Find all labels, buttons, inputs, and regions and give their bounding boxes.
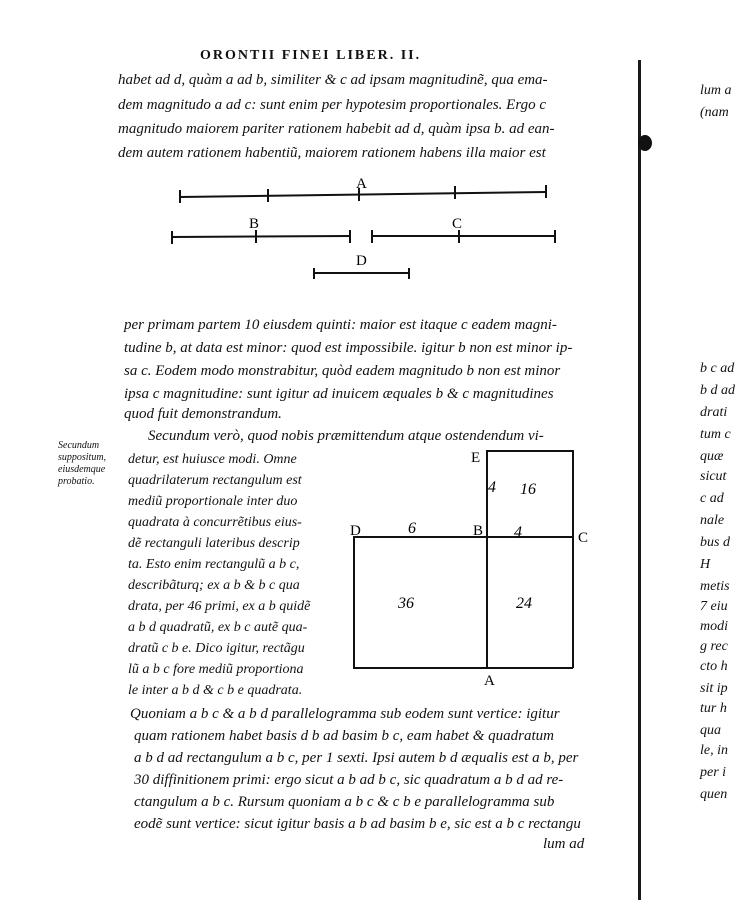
value-6: 6 bbox=[408, 520, 416, 537]
value-24: 24 bbox=[516, 595, 532, 612]
text-line: dem magnitudo a ad c: sunt enim per hypotesim proportionales. Ergo c bbox=[118, 97, 547, 113]
text-line: ipsa c magnitudine: sunt igitur ad inuicem æquales b & c magnitudines bbox=[124, 386, 554, 402]
right-page-fragment: sicut bbox=[700, 469, 727, 484]
right-page-fragment: quæ bbox=[700, 449, 724, 464]
text-line: mediũ proportionale inter duo bbox=[128, 494, 298, 509]
label-d: D bbox=[356, 253, 367, 269]
text-line: quod fuit demonstrandum. bbox=[124, 406, 282, 422]
right-page-fragment: b d ad bbox=[700, 383, 735, 398]
text-line: lum ad bbox=[543, 836, 585, 852]
text-line: a b d quadratũ, ex b c autẽ qua- bbox=[128, 620, 308, 635]
right-page-fragment: tur h bbox=[700, 701, 727, 716]
margin-note-line: probatio. bbox=[58, 476, 95, 487]
text-line: magnitudo maiorem pariter rationem habebit ad d, quàm ipsa b. ad ean- bbox=[118, 121, 555, 137]
text-line: quam rationem habet basis d b ad basim b c, eam habet & quadratum bbox=[134, 728, 554, 744]
text-line: sa c. Eodem modo monstrabitur, quòd eadem magnitudo b non est minor bbox=[124, 363, 561, 379]
figure-squares bbox=[354, 451, 573, 668]
text-line: habet ad d, quàm a ad b, similiter & c ad ipsam magnitudinẽ, qua ema- bbox=[118, 72, 548, 88]
right-page-fragment: quen bbox=[700, 787, 728, 802]
right-page-fragment: modi bbox=[700, 619, 728, 634]
text-line: Secundum verò, quod nobis præmittendum atque ostendendum vi- bbox=[148, 428, 544, 444]
text-line: tudine b, at data est minor: quod est impossibile. igitur b non est minor ip- bbox=[124, 340, 573, 356]
right-page-fragment: cto h bbox=[700, 659, 728, 674]
text-line: ta. Esto enim rectangulũ a b c, bbox=[128, 557, 300, 572]
running-header: ORONTII FINEI LIBER. II. bbox=[200, 48, 422, 63]
right-page-fragment: sit ip bbox=[700, 681, 728, 696]
text-line: quadrilaterum rectangulum est bbox=[128, 473, 302, 488]
margin-note-line: Secundum bbox=[58, 440, 100, 451]
text-line: drata, per 46 primi, ex a b quidẽ bbox=[128, 599, 311, 614]
text-line: describãturq; ex a b & b c qua bbox=[128, 578, 300, 593]
right-page-fragment: g rec bbox=[700, 639, 728, 654]
point-a: A bbox=[484, 673, 495, 689]
right-page-fragment: b c ad bbox=[700, 361, 735, 376]
text-line: 30 diffinitionem primi: ergo sicut a b ad b c, sic quadratum a b d ad re- bbox=[134, 772, 564, 788]
right-page-fragment: 7 eiu bbox=[700, 599, 728, 614]
right-page-fragment: lum a bbox=[700, 83, 732, 98]
page-gutter bbox=[638, 60, 641, 900]
text-line: lũ a b c fore mediũ proportiona bbox=[128, 662, 304, 677]
segment-b bbox=[172, 236, 350, 237]
point-b: B bbox=[473, 523, 484, 539]
text-line: eodẽ sunt vertice: sicut igitur basis a b ad basim b e, sic est a b c rectangu bbox=[134, 816, 581, 832]
right-page-fragment: drati bbox=[700, 405, 728, 420]
right-page-fragment: le, in bbox=[700, 743, 728, 758]
right-page-fragment: bus d bbox=[700, 535, 730, 550]
right-page-fragment: tum c bbox=[700, 427, 731, 442]
value-4: 4 bbox=[488, 479, 496, 496]
segment-a bbox=[180, 192, 546, 197]
right-page-fragment: (nam bbox=[700, 105, 729, 120]
right-page-fragment: metis bbox=[700, 579, 730, 594]
text-line: per primam partem 10 eiusdem quinti: maior est itaque c eadem magni- bbox=[124, 317, 557, 333]
right-page-fragment: nale bbox=[700, 513, 725, 528]
text-line: le inter a b d & c b e quadrata. bbox=[128, 683, 303, 698]
text-line: dem autem rationem habentiũ, maiorem rationem habens illa maior est bbox=[118, 145, 546, 161]
binding-hole bbox=[638, 135, 652, 151]
value-4-bottom: 4 bbox=[514, 524, 522, 541]
point-c: C bbox=[578, 530, 589, 546]
right-page-fragment: qua bbox=[700, 723, 721, 738]
point-e: E bbox=[471, 450, 481, 466]
text-line: ctangulum a b c. Rursum quoniam a b c & c b e parallelogramma sub bbox=[134, 794, 555, 810]
text-line: dẽ rectanguli lateribus descrip bbox=[128, 536, 300, 551]
label-a: A bbox=[356, 176, 367, 192]
text-line: dratũ c b e. Dico igitur, rectãgu bbox=[128, 641, 305, 656]
text-line: a b d ad rectangulum a b c, per 1 sexti. Ipsi autem b d æqualis est a b, per bbox=[134, 750, 579, 766]
label-c: C bbox=[452, 216, 463, 232]
right-page-fragment: H bbox=[700, 557, 711, 572]
text-line: detur, est huiusce modi. Omne bbox=[128, 452, 297, 467]
text-line: Quoniam a b c & a b d parallelogramma sub eodem sunt vertice: igitur bbox=[130, 706, 560, 722]
margin-note-line: eiusdemque bbox=[58, 464, 106, 475]
right-page-fragment: per i bbox=[700, 765, 727, 780]
margin-note-line: suppositum, bbox=[58, 452, 107, 463]
right-page-fragment: c ad bbox=[700, 491, 724, 506]
value-16: 16 bbox=[520, 481, 536, 498]
square-abd bbox=[354, 537, 487, 668]
label-b: B bbox=[249, 216, 260, 232]
text-line: quadrata à concurrẽtibus eius- bbox=[128, 515, 302, 530]
point-d: D bbox=[350, 523, 361, 539]
value-36: 36 bbox=[398, 595, 414, 612]
